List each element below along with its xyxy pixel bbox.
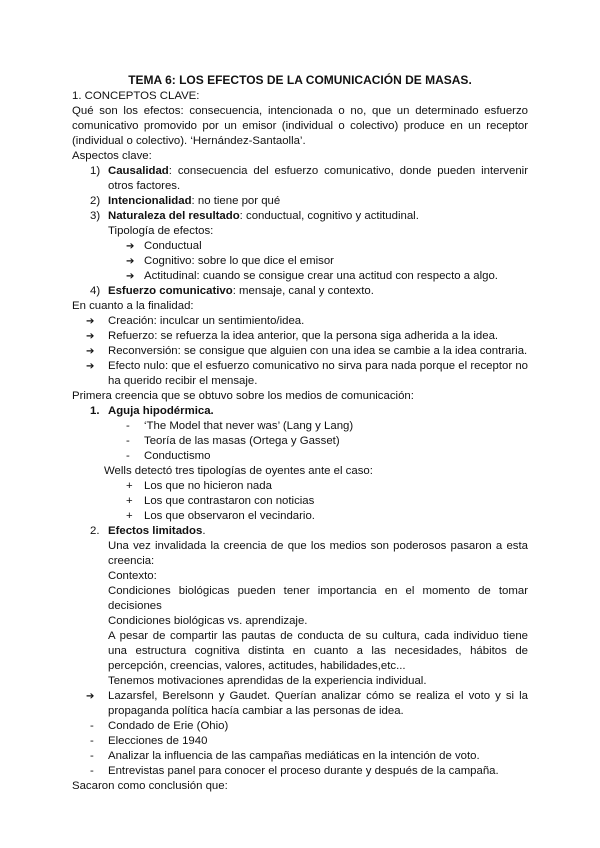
dash-icon: - [90,750,94,762]
list-item: ➔ Reconversión: se consigue que alguien con una idea se cambie a la idea contraria. [86,345,528,357]
aspecto-item-1: 1) Causalidad: consecuencia del esfuerzo comunicativo, donde pueden intervenir otros factores. [90,165,528,192]
dash-icon: - [90,765,94,777]
list-item: + Los que observaron el vecindario. [126,510,315,522]
list-item: - Condado de Erie (Ohio) [90,720,229,732]
definition-paragraph: Qué son los efectos: consecuencia, intencionada o no, que un determinado esfuerzo comunicativo promovido por un emisor (individual o colectivo) produce en un receptor (individual o colectivo). ‘Hernández-Santaolla’. [72,105,528,147]
list-item: + Los que no hicieron nada [126,480,272,492]
efectos-paragraph: Una vez invalidada la creencia de que los medios son poderosos pasaron a esta creencia: [108,540,528,567]
aspecto-item-2: 2) Intencionalidad: no tiene por qué [90,195,281,207]
dash-icon: - [126,435,130,447]
list-item: - ‘The Model that never was’ (Lang y Lang) [126,420,354,432]
list-item: ➔ Refuerzo: se refuerza la idea anterior, que la persona siga adherida a la idea. [86,330,499,342]
aguja-heading: 1. Aguja hipodérmica. [90,405,214,417]
list-item: - Analizar la influencia de las campañas mediáticas en la intención de voto. [90,750,480,762]
conclusion-text: Sacaron como conclusión que: [72,780,228,792]
dash-icon: - [90,735,94,747]
efectos-heading: 2. Efectos limitados. [90,525,206,537]
finalidad-label: En cuanto a la finalidad: [72,300,194,312]
plus-icon: + [126,495,133,507]
plus-icon: + [126,510,133,522]
aspectos-label: Aspectos clave: [72,150,152,162]
aspecto-item-4: 4) Esfuerzo comunicativo: mensaje, canal y contexto. [90,285,374,297]
arrow-icon: ➔ [86,316,95,327]
arrow-icon: ➔ [126,271,135,282]
wells-text: Wells detectó tres tipologías de oyentes ante el caso: [104,465,373,477]
list-item: - Elecciones de 1940 [90,735,208,747]
list-item: - Conductismo [126,450,211,462]
arrow-icon: ➔ [86,346,95,357]
tipologia-label: Tipología de efectos: [108,225,214,237]
aspecto-item-3: 3) Naturaleza del resultado: conductual, cognitivo y actitudinal. [90,210,419,222]
list-item: ➔ Creación: inculcar un sentimiento/idea. [86,315,305,327]
arrow-icon: ➔ [86,331,95,342]
list-item: ➔ Actitudinal: cuando se consigue crear una actitud con respecto a algo. [126,270,498,282]
contexto-label: Contexto: [108,570,157,582]
motivaciones-text: Tenemos motivaciones aprendidas de la experiencia individual. [108,675,427,687]
list-item: + Los que contrastaron con noticias [126,495,315,507]
arrow-icon: ➔ [126,241,135,252]
arrow-icon: ➔ [126,256,135,267]
pesar-paragraph: A pesar de compartir las pautas de conducta de su cultura, cada individuo tiene una estructura cognitiva distinta en cuanto a las necesidades, hábitos de percepción, creencias, valores, actitudes, habilidades,etc... [108,630,528,672]
dash-icon: - [126,420,130,432]
plus-icon: + [126,480,133,492]
condiciones-text: Condiciones biológicas pueden tener importancia en el momento de tomar decisiones [108,585,528,612]
dash-icon: - [90,720,94,732]
document-body [72,73,528,794]
dash-icon: - [126,450,130,462]
list-item: - Entrevistas panel para conocer el proceso durante y después de la campaña. [90,765,499,777]
list-item: ➔ Lazarsfel, Berelsonn y Gaudet. Querían analizar cómo se realiza el voto y si la propaganda política hacía cambiar a las personas de idea. [86,690,528,717]
arrow-icon: ➔ [86,361,95,372]
creencia-label: Primera creencia que se obtuvo sobre los medios de comunicación: [72,390,414,402]
arrow-icon: ➔ [86,691,95,702]
list-item: ➔ Efecto nulo: que el esfuerzo comunicativo no sirva para nada porque el receptor no ha querido recibir el mensaje. [86,360,528,387]
section-heading: 1. CONCEPTOS CLAVE: [72,90,200,102]
page-title: TEMA 6: LOS EFECTOS DE LA COMUNICACIÓN DE MASAS. [128,73,472,87]
list-item: - Teoría de las masas (Ortega y Gasset) [126,435,340,447]
list-item: ➔ Cognitivo: sobre lo que dice el emisor [126,255,334,267]
condiciones-vs-text: Condiciones biológicas vs. aprendizaje. [108,615,308,627]
list-item: ➔ Conductual [126,240,202,252]
